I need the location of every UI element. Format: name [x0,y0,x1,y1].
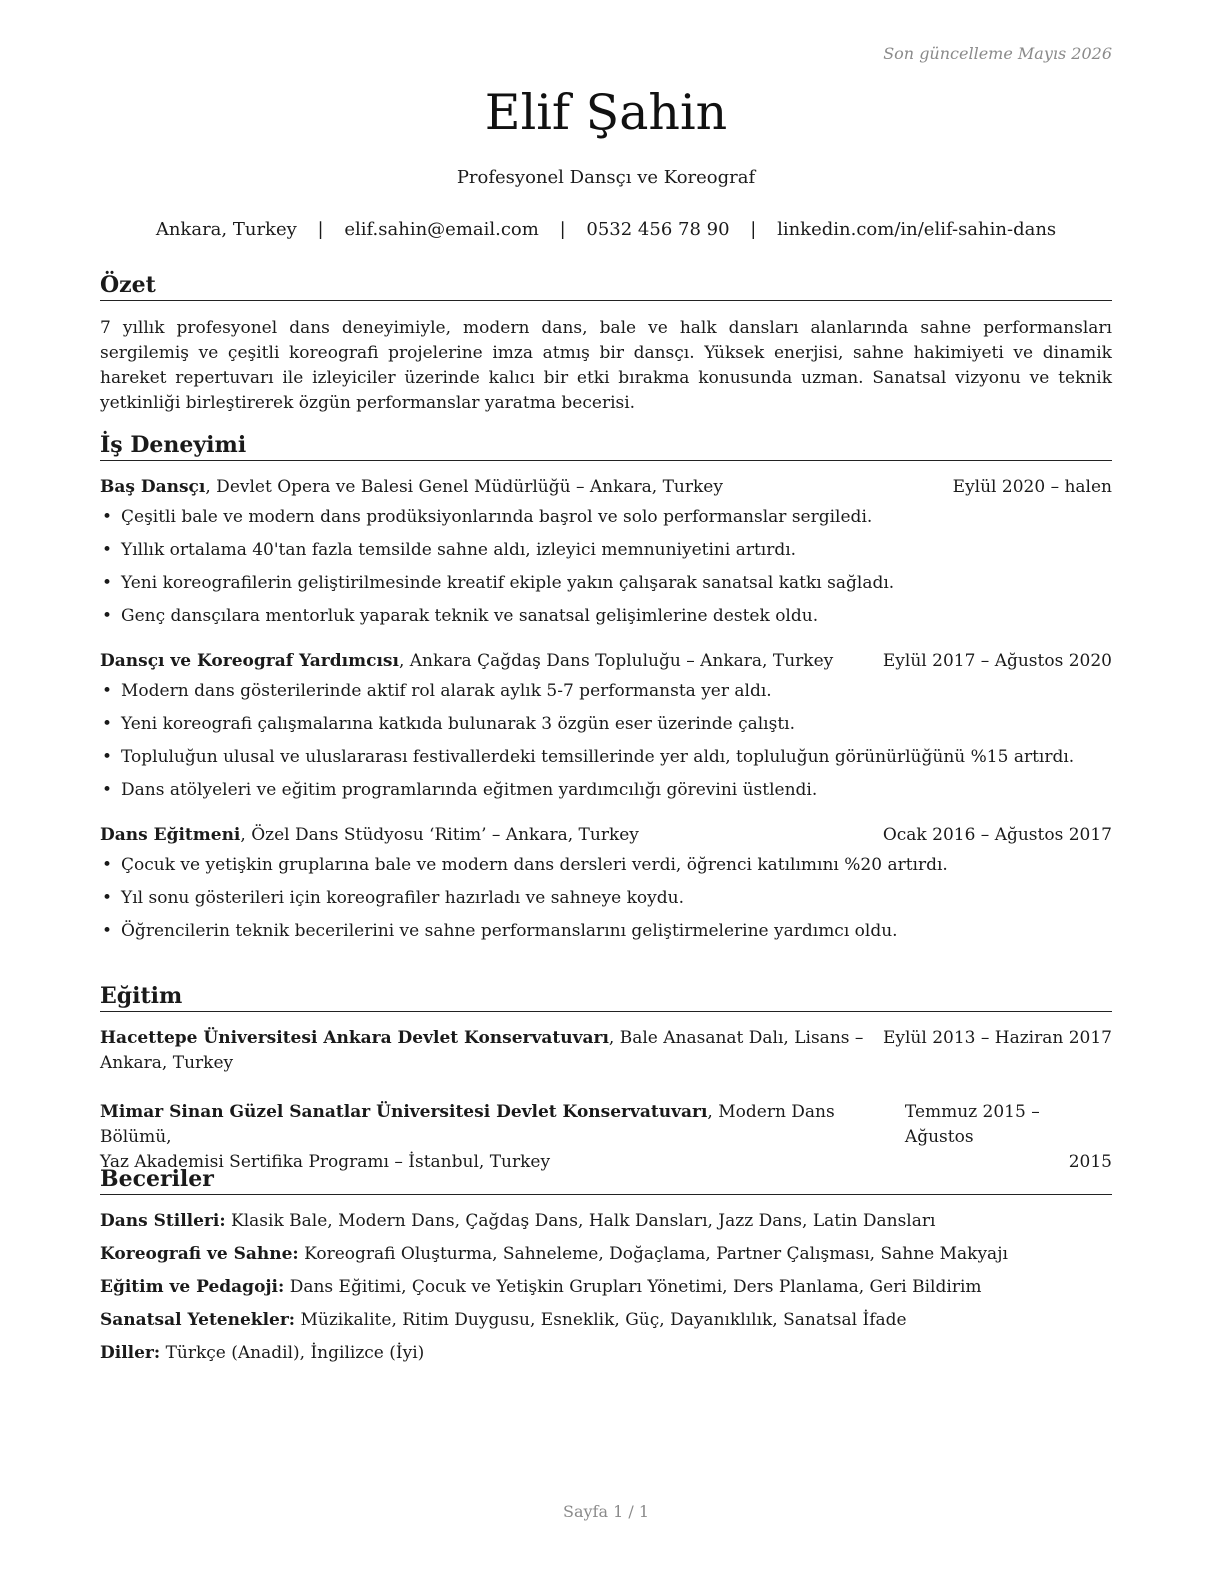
education-detail: , Modern Dans Bölümü, [100,1102,835,1147]
contact-email[interactable]: elif.sahin@email.com [344,219,539,240]
skill-label: Diller: [100,1343,161,1363]
skill-value: Koreografi Oluşturma, Sahneleme, Doğaçlama, Partner Çalışması, Sahne Makyajı [298,1244,1008,1264]
education-dates: Temmuz 2015 – Ağustos [904,1102,1040,1147]
job-header [100,823,1112,848]
job-role: Dansçı ve Koreograf Yardımcısı [100,651,399,671]
contact-separator: | [750,219,757,240]
job-bullet: • Dans atölyeleri ve eğitim programlarında eğitmen yardımcılığı görevini üstlendi. [100,778,1112,803]
skill-value: Müzikalite, Ritim Duygusu, Esneklik, Güç, Dayanıklılık, Sanatsal İfade [295,1310,907,1330]
education-dates: Eylül 2013 – Haziran 2017 [882,1028,1112,1048]
section-title-summary: Özet [100,271,1112,301]
skill-row [100,1275,1112,1300]
section-title-education: Eğitim [100,982,1112,1012]
education-location: Yaz Akademisi Sertifika Programı – İstanbul, Turkey [100,1152,551,1172]
education-location: Ankara, Turkey [100,1053,234,1073]
page-number: Sayfa 1 / 1 [562,1502,649,1521]
contact-location: Ankara, Turkey [155,219,297,240]
summary-section [100,271,1112,416]
skill-label: Eğitim ve Pedagoji: [100,1277,285,1297]
education-section [100,982,1112,1175]
contact-separator: | [317,219,324,240]
resume-page [100,0,1112,1584]
skill-value: Türkçe (Anadil), İngilizce (İyi) [160,1343,425,1363]
contact-linkedin[interactable]: linkedin.com/in/elif-sahin-dans [777,219,1057,240]
job-org: , Devlet Opera ve Balesi Genel Müdürlüğü – Ankara, Turkey [205,477,723,497]
job-title: Profesyonel Dansçı ve Koreograf [456,167,756,188]
job-role: Baş Dansçı [100,477,206,497]
job-bullet: • Yeni koreografi çalışmalarına katkıda bulunarak 3 özgün eser üzerinde çalıştı. [100,712,1112,737]
job-dates: Eylül 2020 – halen [952,477,1112,497]
skill-row [100,1341,1112,1366]
job-org: , Özel Dans Stüdyosu ‘Ritim’ – Ankara, Turkey [240,825,639,845]
skill-row [100,1308,1112,1333]
section-title-experience: İş Deneyimi [100,431,1112,461]
job-header [100,475,1112,500]
contact-separator: | [559,219,566,240]
skill-row [100,1209,1112,1234]
job-role: Dans Eğitmeni [100,825,241,845]
skill-value: Dans Eğitimi, Çocuk ve Yetişkin Grupları Yönetimi, Ders Planlama, Geri Bildirim [284,1277,982,1297]
job-dates: Eylül 2017 – Ağustos 2020 [882,651,1112,671]
job-bullet: • Yeni koreografilerin geliştirilmesinde kreatif ekiple yakın çalışarak sanatsal katkı sağladı. [100,571,1112,596]
summary-text: 7 yıllık profesyonel dans deneyimiyle, modern dans, bale ve halk dansları alanlarında sahne performansları sergilemiş ve çeşitli koreografi projelerine imza atmış bir dansçı. Yüksek enerjisi, sahne hakimiyeti ve dinamik hareket repertuvarı ile izleyiciler üzerinde kalıcı bir etki bırakma konusunda uzman. Sanatsal vizyonu ve teknik yetkinliği birleştirerek özgün performanslar yaratma becerisi. [100,318,1112,413]
contact-phone[interactable]: 0532 456 78 90 [586,219,730,240]
education-dates-continued: 2015 [1068,1152,1112,1172]
skill-label: Sanatsal Yetenekler: [100,1310,296,1330]
skill-label: Dans Stilleri: [100,1211,226,1231]
skills-section [100,1165,1112,1366]
skill-row [100,1242,1112,1267]
education-school: Hacettepe Üniversitesi Ankara Devlet Konservatuvarı [100,1028,609,1048]
job-bullet: • Öğrencilerin teknik becerilerini ve sahne performanslarını geliştirmelerine yardımcı oldu. [100,919,1112,944]
education-detail: , Bale Anasanat Dalı, Lisans – [608,1028,864,1048]
job-entry [100,823,1112,944]
job-header [100,649,1112,674]
job-dates: Ocak 2016 – Ağustos 2017 [882,825,1112,845]
job-bullet: • Yıllık ortalama 40'tan fazla temsilde sahne aldı, izleyici memnuniyetini artırdı. [100,538,1112,563]
education-entry [100,1026,1112,1076]
last-updated: Son güncelleme Mayıs 2026 [883,44,1112,63]
job-org: , Ankara Çağdaş Dans Topluluğu – Ankara, Turkey [398,651,834,671]
skill-label: Koreografi ve Sahne: [100,1244,299,1264]
education-entry [100,1100,1112,1175]
section-title-skills: Beceriler [100,1165,1112,1195]
job-bullet: • Modern dans gösterilerinde aktif rol alarak aylık 5-7 performansta yer aldı. [100,679,1112,704]
job-bullet: • Yıl sonu gösterileri için koreografiler hazırladı ve sahneye koydu. [100,886,1112,911]
person-name: Elif Şahin [484,84,728,141]
skill-value: Klasik Bale, Modern Dans, Çağdaş Dans, Halk Dansları, Jazz Dans, Latin Dansları [225,1211,936,1231]
education-school: Mimar Sinan Güzel Sanatlar Üniversitesi Devlet Konservatuvarı [100,1102,708,1122]
job-entry [100,649,1112,803]
job-bullet: • Çeşitli bale ve modern dans prodüksiyonlarında başrol ve solo performanslar sergiledi. [100,505,1112,530]
job-entry [100,475,1112,629]
job-bullet: • Genç dansçılara mentorluk yaparak teknik ve sanatsal gelişimlerine destek oldu. [100,604,1112,629]
contact-line [100,219,1112,240]
job-bullet: • Çocuk ve yetişkin gruplarına bale ve modern dans dersleri verdi, öğrenci katılımını %20 artırdı. [100,853,1112,878]
experience-section [100,431,1112,944]
job-bullet: • Topluluğun ulusal ve uluslararası festivallerdeki temsillerinde yer aldı, topluluğun görünürlüğünü %15 artırdı. [100,745,1112,770]
